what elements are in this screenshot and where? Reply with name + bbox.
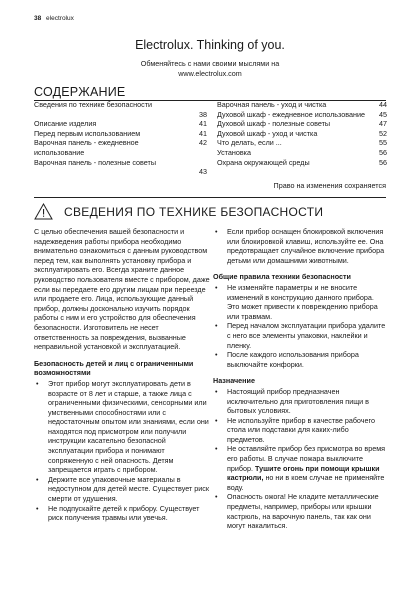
child-lock-list [213, 227, 387, 265]
toc-entry-title: Описание изделия [34, 119, 97, 129]
share-text [0, 59, 420, 78]
page-header [34, 15, 74, 23]
toc-entry[interactable] [34, 119, 207, 129]
toc-entry[interactable] [217, 110, 387, 120]
toc-entry-title: Установка [217, 147, 251, 157]
general-safety-heading: Общие правила техники безопасности [213, 272, 351, 282]
toc-entry-page: 52 [379, 128, 387, 138]
fire-warning-rest: но ни в коем случае не применяйте воду. [227, 473, 385, 492]
toc-entry[interactable] [34, 129, 207, 139]
section-heading [34, 203, 386, 223]
list-item [213, 444, 387, 492]
general-safety-list [213, 283, 387, 369]
list-item: • После каждого использования прибора выключайте конфорки. [213, 350, 387, 369]
toc-entry-page: 41 [199, 128, 207, 138]
toc-entry-title: Духовой шкаф - ежедневное использование [217, 109, 365, 119]
toc-entry-page: 56 [379, 147, 387, 157]
toc-entry-title: Перед первым использованием [34, 128, 141, 138]
list-item: • Держите все упаковочные материалы в недоступном для детей месте. Существует риск смерти от удушения. [34, 475, 210, 504]
toc-entry-page: 41 [199, 119, 207, 129]
toc-entry[interactable] [217, 138, 387, 148]
page-number: 38 [34, 15, 42, 22]
toc-entry[interactable] [217, 158, 387, 168]
children-safety-list [34, 379, 210, 523]
toc-entry-title: Духовой шкаф - полезные советы [217, 119, 331, 129]
share-line: Обменяйтесь с нами своими мыслями на [140, 59, 280, 68]
toc-entry-title: Охрана окружающей среды [217, 157, 310, 167]
toc-entry-page: 45 [379, 109, 387, 119]
toc-entry-page: 56 [379, 157, 387, 167]
toc-entry-page: 47 [379, 119, 387, 129]
fire-warning-bold: Тушите огонь при помощи крышки кастрюли, [227, 463, 380, 483]
toc-entry[interactable] [34, 157, 207, 177]
list-item: • Этот прибор могут эксплуатировать дети в возрасте от 8 лет и старше, а также лица с ограниченными физическими, сенсорными или умственными способностями или с недостаточным опытом или знаниями, если они находятся под присмотром или получили инструкции касательно безопасной эксплуатации прибора и понимают сопряженную с ней опасность. Детям запрещается играть с прибором. [34, 379, 210, 475]
purpose-heading: Назначение [213, 376, 255, 386]
section-title: СВЕДЕНИЯ ПО ТЕХНИКЕ БЕЗОПАСНОСТИ [64, 205, 324, 219]
website-link: www.electrolux.com [178, 68, 242, 78]
toc-entry[interactable] [217, 100, 387, 110]
list-item: • Не подпускайте детей к прибору. Существует риск получения травмы или увечья. [34, 504, 210, 523]
toc-right-column [217, 100, 387, 167]
list-item: • Перед началом эксплуатации прибора удалите с него все элементы упаковки, наклейки и пленку. [213, 321, 387, 350]
toc-entry-page: 38 [199, 109, 207, 119]
toc-entry-title: Духовой шкаф - уход и чистка [217, 128, 318, 138]
toc-entry-title: Сведения по технике безопасности [34, 100, 153, 109]
list-item: • Не используйте прибор в качестве рабочего стола или подставки для каких-либо предметов. [213, 416, 387, 445]
toc-entry-title: Варочная панель - ежедневное использование [34, 138, 139, 157]
toc-entry-page: 55 [379, 138, 387, 148]
toc-entry[interactable] [34, 138, 207, 157]
warning-triangle-icon [34, 203, 53, 220]
list-item: • Опасность ожога! Не кладите металлические предметы, например, приборы или крышки кастрюль, на варочную панель, так как они могут накалиться. [213, 492, 387, 530]
safety-intro: С целью обеспечения вашей безопасности и надежведения работы прибора необходимо внимательно ознакомиться с данным руководством перед тем, как выполнять установку прибора и эксплуатировать его. Всегда храните данное руководство пользователя вместе с прибором, даже если вы передаете его другим лицам при переезде или продаете его. Лица, использующие данный прибор, должны досконально изучить порядок работы с ним и его устройство для обеспечения безопасности. Изготовитель не несет ответственность за повреждения, вызванные неправильной установкой и эксплуатацией. [34, 227, 210, 352]
toc-entry-page: 43 [199, 167, 207, 177]
toc-entry-page: 44 [379, 100, 387, 109]
rights-reserved-note: Право на изменения сохраняется [273, 181, 386, 190]
list-item: • Если прибор оснащен блокировкой включения или блокировкой клавиш, используйте ее. Она предотвращает случайное включение прибора детьми или домашними животными. [213, 227, 387, 265]
toc-entry[interactable] [217, 148, 387, 158]
purpose-list [213, 387, 387, 531]
safety-left-column [34, 227, 210, 523]
toc-entry[interactable] [217, 119, 387, 129]
toc-left-column [34, 100, 207, 177]
toc-title: СОДЕРЖАНИЕ [34, 85, 126, 99]
toc-entry-page: 42 [199, 138, 207, 148]
toc-entry[interactable] [34, 100, 207, 119]
safety-right-column [213, 227, 387, 531]
toc-entry[interactable] [217, 129, 387, 139]
toc-entry-title: Что делать, если ... [217, 138, 282, 148]
brand-name: electrolux [46, 15, 74, 22]
tagline: Electrolux. Thinking of you. [135, 38, 285, 52]
list-item: • Настоящий прибор предназначен исключительно для приготовления пищи в бытовых условиях. [213, 387, 387, 416]
children-safety-heading: Безопасность детей и лиц с ограниченными возможностями [34, 358, 194, 378]
toc-entry-title: Варочная панель - полезные советы [34, 157, 156, 167]
list-item-text: Не оставляйте прибор без присмотра во время его работы. В случае пожара выключите прибор. [227, 444, 386, 473]
list-item: • Не изменяйте параметры и не вносите изменений в конструкцию данного прибора. Это может привести к повреждению прибора или травмам. [213, 283, 387, 321]
toc-entry-title: Варочная панель - уход и чистка [217, 100, 327, 109]
section-rule [34, 197, 386, 198]
